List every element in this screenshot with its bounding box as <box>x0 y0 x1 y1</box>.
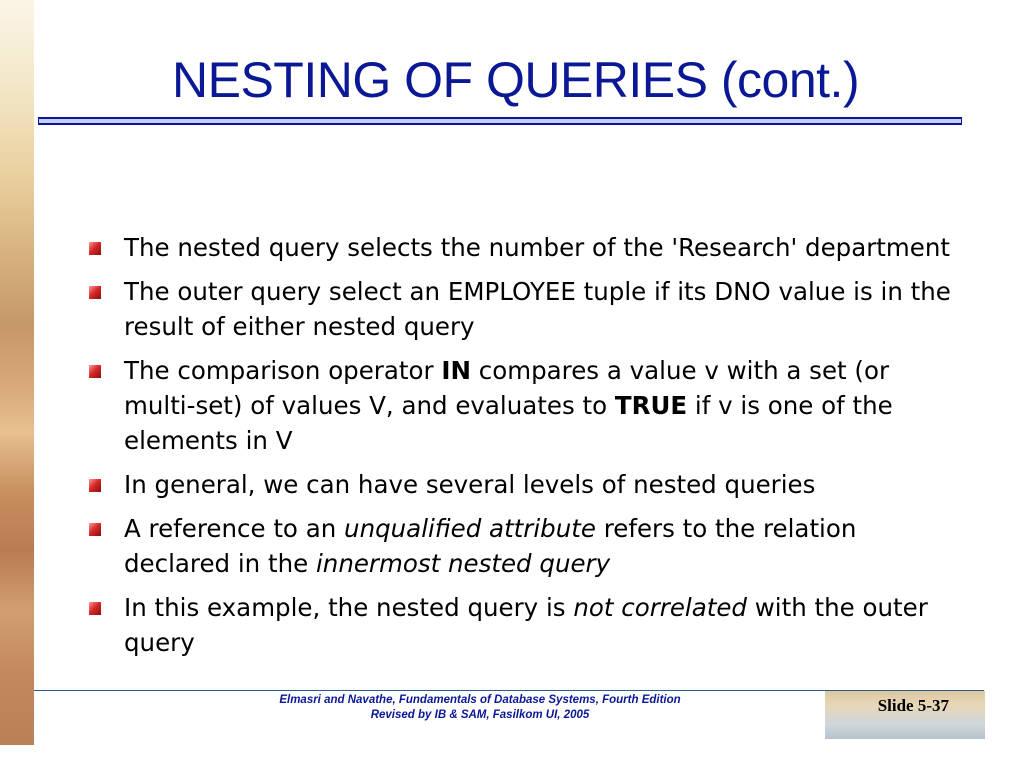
bullet-item <box>86 511 966 581</box>
bullet-square-icon <box>89 286 101 299</box>
bullet-text-run: A reference to an <box>124 514 345 543</box>
bullet-item <box>86 590 966 660</box>
footer-line-2: Revised by IB & SAM, Fasilkom UI, 2005 <box>370 709 590 721</box>
bullet-text-run: IN <box>441 356 471 385</box>
bullet-text-run: innermost nested query <box>315 549 611 578</box>
bullet-item <box>86 274 966 344</box>
slide-number-badge <box>825 691 985 739</box>
bullet-item <box>86 230 966 265</box>
bullet-square-icon <box>89 602 101 615</box>
bullet-text-run: TRUE <box>614 391 688 420</box>
bullet-square-icon <box>89 523 101 536</box>
bullet-text-run: The nested query selects the number of the 'Research' department <box>124 233 950 262</box>
slide-number: Slide 5-37 <box>877 696 949 715</box>
bullet-text-run: with the outer query <box>124 593 928 657</box>
bullet-text-run: The outer query select an EMPLOYEE tuple if its DNO value is in the result of either nested query <box>124 277 951 341</box>
bullet-text-run: unqualified attribute <box>344 514 596 543</box>
footer-edition: Fourth Edition <box>602 694 681 706</box>
bullet-text-run: not correlated <box>573 593 747 622</box>
bullet-item <box>86 353 966 458</box>
bullet-text-run: In general, we can have several levels of nested queries <box>124 470 816 499</box>
bullet-text-run: compares a value v with a set (or multi-set) of values V, and evaluates to <box>124 356 890 420</box>
bullet-square-icon <box>89 242 101 255</box>
bullet-list <box>86 230 966 669</box>
footer-source: Elmasri and Navathe, Fundamentals of Database Systems, <box>279 694 603 706</box>
slide-title: NESTING OF QUERIES (cont.) <box>172 52 860 108</box>
bullet-text-run: if v is one of the elements in V <box>124 391 893 455</box>
bullet-text-run: In this example, the nested query is <box>124 593 574 622</box>
bullet-text-run: refers to the relation declared in the <box>124 514 857 578</box>
decorative-side-strip <box>0 0 34 745</box>
footer-line-1 <box>230 693 730 708</box>
title-underline-rule <box>38 117 962 125</box>
bullet-item <box>86 467 966 502</box>
bullet-square-icon <box>89 479 101 492</box>
bullet-text-run: The comparison operator <box>124 356 442 385</box>
bullet-square-icon <box>89 365 101 378</box>
footer-citation <box>230 693 730 723</box>
